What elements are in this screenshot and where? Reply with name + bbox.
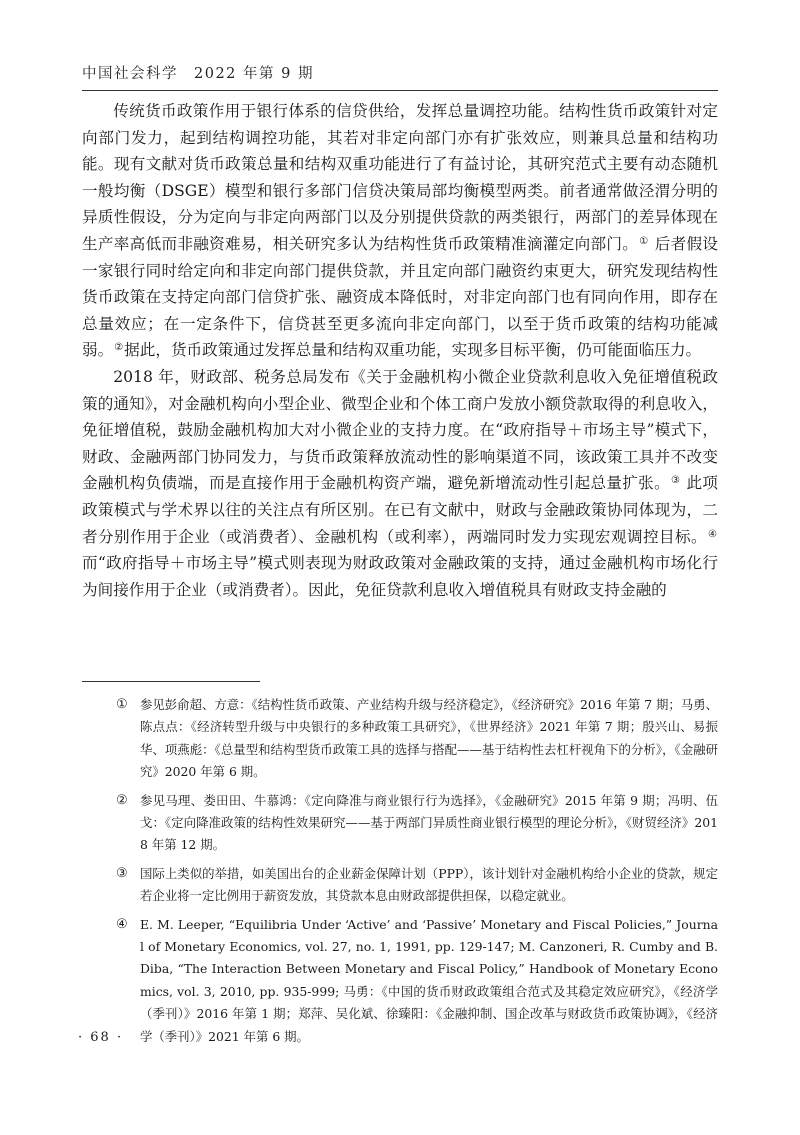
footnote-ref-3[interactable]: ③ [670,475,681,487]
text-run: 据此，货币政策通过发挥总量和结构双重功能，实现多目标平衡，仍可能面临压力。 [124,341,702,360]
text-run: 此项政策模式与学术界以往的关注点有所区别。在已有文献中，财政与金融政策协同体现为，二者分别作用于企业（或消费者）、金融机构（或利率），两端同时发力实现宏观调控目标。 [82,474,718,546]
footnote-mark: ① [116,697,128,712]
text-run: 后者假设一家银行同时给定向和非定向部门提供贷款，并且定向部门融资约束更大，研究发现结构性货币政策在支持定向部门信贷扩张、融资成本降低时，对非定向部门也有同向作用，即存在总量效应；在一定条件下，信贷甚至更多流向非定向部门，以至于货币政策的结构功能减弱。 [82,234,718,360]
footnote-separator [82,681,260,682]
body-paragraph-2 [82,364,718,603]
footnote-text: 参见彭俞超、方意：《结构性货币政策、产业结构升级与经济稳定》，《经济研究》2016 年第 7 期；马勇、陈点点：《经济转型升级与中央银行的多种政策工具研究》，《世界经济》2021 年第 7 期；殷兴山、易振华、项燕彪：《总量型和结构型货币政策工具的选择与搭配——基于结构性去杠杆视角下的分析》，《金融研究》2020 年第 6 期。 [140,697,718,780]
text-run: 而“政府指导＋市场主导”模式则表现为财政政策对金融政策的支持，通过金融机构市场化行为间接作用于企业（或消费者）。因此，免征贷款利息收入增值税具有财政支持金融的 [82,554,718,599]
footnote-text: E. M. Leeper, “Equilibria Under ‘Active’ and ‘Passive’ Monetary and Fiscal Policies,” Journal of Monetary Economics, vol. 27, no. 1, 1991, pp. 129-147; M. Canzoneri, R. Cumby and B. Diba, “The Interaction Between Monetary and Fiscal Policy,” Handbook of Monetary Economics, vol. 3, 2010, pp. 935-999; 马勇：《中国的货币财政政策组合范式及其稳定效应研究》，《经济学（季刊）》2016 年第 1 期；郑萍、吴化斌、徐臻阳：《金融抑制、国企改革与财政货币政策协调》，《经济学（季刊）》2021 年第 6 期。 [140,916,718,1044]
footnote-mark: ④ [116,916,128,932]
footnote-mark: ② [116,792,128,808]
text-run: 2018 年，财政部、税务总局发布《关于金融机构小微企业贷款利息收入免征增值税政策的通知》，对金融机构向小型企业、微型企业和个体工商户发放小额贷款取得的利息收入，免征增值税，鼓励金融机构加大对小微企业的支持力度。在“政府指导＋市场主导”模式下，财政、金融两部门协同发力，与货币政策释放流动性的影响渠道不同，该政策工具并不改变金融机构负债端，而是直接作用于金融机构资产端，避免新增流动性引起总量扩张。 [82,367,718,493]
body-paragraph-1 [82,98,718,364]
footnote-text: 参见马理、娄田田、牛慕鸿：《定向降准与商业银行行为选择》，《金融研究》2015 年第 9 期；冯明、伍戈：《定向降准政策的结构性效果研究——基于两部门异质性商业银行模型的理论分析》，《财贸经济》2018 年第 12 期。 [140,792,718,853]
footnote-mark: ③ [116,865,128,881]
footnote-4 [82,914,718,1048]
footnote-2 [82,790,718,857]
running-head: 中国社会科学 2022 年第 9 期 [82,66,314,82]
footnote-ref-4[interactable]: ④ [708,528,717,540]
footnotes [82,694,718,1054]
footnote-3 [82,863,718,908]
footnote-text: 国际上类似的举措，如美国出台的企业薪金保障计划（PPP），该计划针对金融机构给小企业的贷款，规定若企业将一定比例用于薪资发放，其贷款本息由财政部提供担保，以稳定就业。 [140,865,718,904]
footnote-1 [82,694,718,784]
main-text [82,98,718,603]
header-rule [82,90,718,91]
page-number: · 68 · [78,1030,124,1045]
text-run: 传统货币政策作用于银行体系的信贷供给，发挥总量调控功能。结构性货币政策针对定向部门发力，起到结构调控功能，其若对非定向部门亦有扩张效应，则兼具总量和结构功能。现有文献对货币政策总量和结构双重功能进行了有益讨论，其研究范式主要有动态随机一般均衡（DSGE）模型和银行多部门信贷决策局部均衡模型两类。前者通常做泾渭分明的异质性假设，分为定向与非定向两部门以及分别提供贷款的两类银行，两部门的差异体现在生产率高低而非融资难易，相关研究多认为结构性货币政策精准滴灌定向部门。 [82,102,718,253]
footnote-ref-1[interactable]: ① [639,235,649,247]
footnote-ref-2[interactable]: ② [114,342,124,354]
